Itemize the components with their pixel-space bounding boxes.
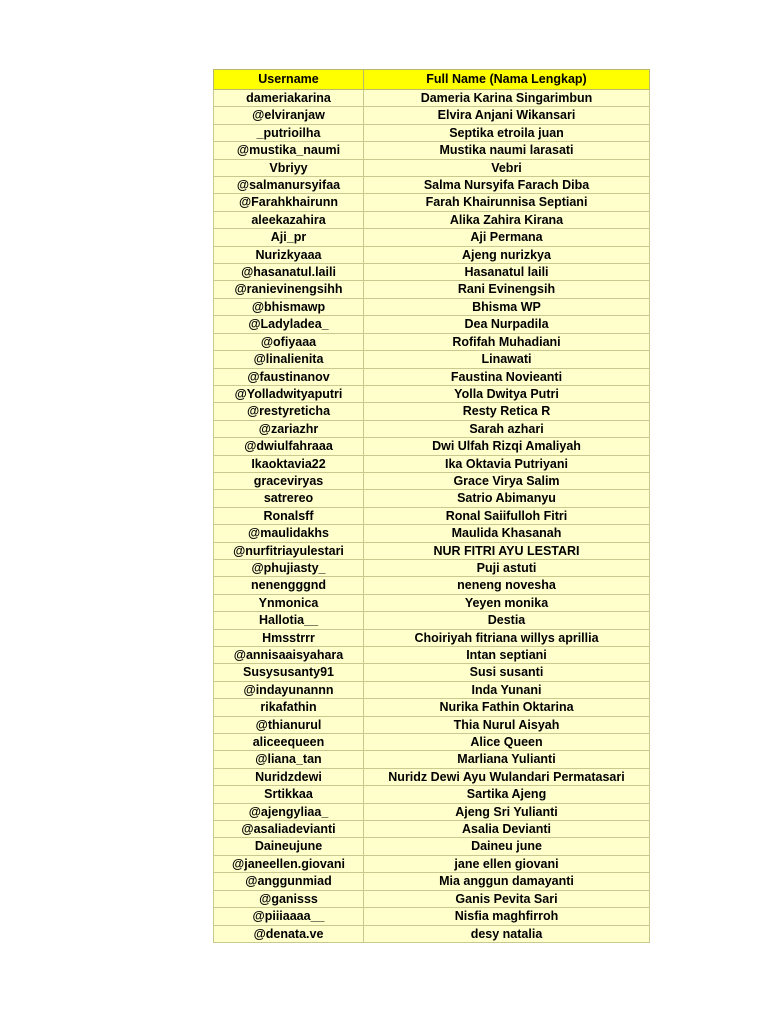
table-row bbox=[214, 316, 650, 333]
username-cell: @faustinanov bbox=[214, 368, 364, 385]
table-row bbox=[214, 229, 650, 246]
table-row bbox=[214, 734, 650, 751]
username-cell: @bhismawp bbox=[214, 298, 364, 315]
username-cell: @nurfitriayulestari bbox=[214, 542, 364, 559]
username-cell: @ganisss bbox=[214, 890, 364, 907]
full-name-cell: Farah Khairunnisa Septiani bbox=[364, 194, 650, 211]
table-row bbox=[214, 647, 650, 664]
full-name-cell: Alika Zahira Kirana bbox=[364, 211, 650, 228]
table-row bbox=[214, 890, 650, 907]
username-cell: Ynmonica bbox=[214, 594, 364, 611]
username-cell: Nuridzdewi bbox=[214, 768, 364, 785]
full-name-cell: Linawati bbox=[364, 351, 650, 368]
username-cell: Daineujune bbox=[214, 838, 364, 855]
username-cell: Vbriyy bbox=[214, 159, 364, 176]
username-cell: @liana_tan bbox=[214, 751, 364, 768]
full-name-cell: Dameria Karina Singarimbun bbox=[364, 90, 650, 107]
table-row bbox=[214, 855, 650, 872]
full-name-cell: jane ellen giovani bbox=[364, 855, 650, 872]
full-name-cell: Alice Queen bbox=[364, 734, 650, 751]
full-name-cell: Dwi Ulfah Rizqi Amaliyah bbox=[364, 438, 650, 455]
username-cell: rikafathin bbox=[214, 699, 364, 716]
username-cell: @indayunannn bbox=[214, 681, 364, 698]
table-row bbox=[214, 612, 650, 629]
full-name-cell: Nisfia maghfirroh bbox=[364, 908, 650, 925]
table-header bbox=[214, 70, 650, 90]
full-name-cell: Ika Oktavia Putriyani bbox=[364, 455, 650, 472]
full-name-cell: Mustika naumi larasati bbox=[364, 142, 650, 159]
full-name-cell: desy natalia bbox=[364, 925, 650, 942]
username-cell: dameriakarina bbox=[214, 90, 364, 107]
full-name-cell: Bhisma WP bbox=[364, 298, 650, 315]
full-name-cell: Yolla Dwitya Putri bbox=[364, 385, 650, 402]
full-name-cell: Susi susanti bbox=[364, 664, 650, 681]
table-row bbox=[214, 194, 650, 211]
full-name-cell: neneng novesha bbox=[364, 577, 650, 594]
username-cell: @maulidakhs bbox=[214, 525, 364, 542]
username-cell: @salmanursyifaa bbox=[214, 177, 364, 194]
table-row bbox=[214, 455, 650, 472]
username-cell: aliceequeen bbox=[214, 734, 364, 751]
table-row bbox=[214, 298, 650, 315]
column-header-full-name: Full Name (Nama Lengkap) bbox=[364, 70, 650, 90]
table-row bbox=[214, 351, 650, 368]
table-row bbox=[214, 873, 650, 890]
table-row bbox=[214, 803, 650, 820]
table-row bbox=[214, 559, 650, 576]
full-name-cell: Thia Nurul Aisyah bbox=[364, 716, 650, 733]
full-name-cell: Rani Evinengsih bbox=[364, 281, 650, 298]
full-name-cell: Choiriyah fitriana willys aprillia bbox=[364, 629, 650, 646]
full-name-cell: Salma Nursyifa Farach Diba bbox=[364, 177, 650, 194]
full-name-cell: Destia bbox=[364, 612, 650, 629]
table-row bbox=[214, 507, 650, 524]
username-cell: aleekazahira bbox=[214, 211, 364, 228]
table-row bbox=[214, 124, 650, 141]
username-cell: @ranievinengsihh bbox=[214, 281, 364, 298]
username-cell: @restyreticha bbox=[214, 403, 364, 420]
full-name-cell: Ajeng nurizkya bbox=[364, 246, 650, 263]
username-cell: @asaliadevianti bbox=[214, 821, 364, 838]
username-cell: @phujiasty_ bbox=[214, 559, 364, 576]
table-row bbox=[214, 751, 650, 768]
full-name-cell: Marliana Yulianti bbox=[364, 751, 650, 768]
full-name-cell: Daineu june bbox=[364, 838, 650, 855]
table-row bbox=[214, 716, 650, 733]
username-cell: @linalienita bbox=[214, 351, 364, 368]
username-cell: @ofiyaaa bbox=[214, 333, 364, 350]
full-name-cell: Nuridz Dewi Ayu Wulandari Permatasari bbox=[364, 768, 650, 785]
username-cell: Hallotia__ bbox=[214, 612, 364, 629]
username-cell: Susysusanty91 bbox=[214, 664, 364, 681]
full-name-cell: Ajeng Sri Yulianti bbox=[364, 803, 650, 820]
full-name-cell: Ganis Pevita Sari bbox=[364, 890, 650, 907]
username-cell: @anggunmiad bbox=[214, 873, 364, 890]
table-row bbox=[214, 159, 650, 176]
table-row bbox=[214, 768, 650, 785]
full-name-cell: Sartika Ajeng bbox=[364, 786, 650, 803]
username-cell: @thianurul bbox=[214, 716, 364, 733]
table-row bbox=[214, 577, 650, 594]
username-cell: nenengggnd bbox=[214, 577, 364, 594]
table-row bbox=[214, 490, 650, 507]
full-name-cell: Rofifah Muhadiani bbox=[364, 333, 650, 350]
full-name-cell: NUR FITRI AYU LESTARI bbox=[364, 542, 650, 559]
username-cell: Aji_pr bbox=[214, 229, 364, 246]
table-row bbox=[214, 699, 650, 716]
username-cell: @annisaaisyahara bbox=[214, 647, 364, 664]
username-cell: @Yolladwityaputri bbox=[214, 385, 364, 402]
full-name-cell: Hasanatul laili bbox=[364, 264, 650, 281]
full-name-cell: Septika etroila juan bbox=[364, 124, 650, 141]
table-row bbox=[214, 908, 650, 925]
full-name-cell: Nurika Fathin Oktarina bbox=[364, 699, 650, 716]
username-cell: @piiiaaaa__ bbox=[214, 908, 364, 925]
header-row bbox=[214, 70, 650, 90]
full-name-cell: Faustina Novieanti bbox=[364, 368, 650, 385]
full-name-cell: Sarah azhari bbox=[364, 420, 650, 437]
table-row bbox=[214, 281, 650, 298]
full-name-cell: Puji astuti bbox=[364, 559, 650, 576]
table-row bbox=[214, 786, 650, 803]
username-cell: Ronalsff bbox=[214, 507, 364, 524]
username-cell: @Ladyladea_ bbox=[214, 316, 364, 333]
table-row bbox=[214, 821, 650, 838]
username-cell: @elviranjaw bbox=[214, 107, 364, 124]
table-row bbox=[214, 629, 650, 646]
table-row bbox=[214, 438, 650, 455]
table-row bbox=[214, 211, 650, 228]
username-cell: @ajengyliaa_ bbox=[214, 803, 364, 820]
full-name-cell: Intan septiani bbox=[364, 647, 650, 664]
full-name-cell: Inda Yunani bbox=[364, 681, 650, 698]
full-name-cell: Grace Virya Salim bbox=[364, 472, 650, 489]
table-row bbox=[214, 333, 650, 350]
full-name-cell: Asalia Devianti bbox=[364, 821, 650, 838]
table-row bbox=[214, 542, 650, 559]
username-cell: @denata.ve bbox=[214, 925, 364, 942]
username-cell: satrereo bbox=[214, 490, 364, 507]
full-name-cell: Ronal Saiifulloh Fitri bbox=[364, 507, 650, 524]
full-name-cell: Vebri bbox=[364, 159, 650, 176]
table-row bbox=[214, 246, 650, 263]
table-row bbox=[214, 664, 650, 681]
table-row bbox=[214, 403, 650, 420]
table-row bbox=[214, 90, 650, 107]
table-row bbox=[214, 594, 650, 611]
table-row bbox=[214, 368, 650, 385]
username-cell: @mustika_naumi bbox=[214, 142, 364, 159]
full-name-cell: Yeyen monika bbox=[364, 594, 650, 611]
table-body bbox=[214, 90, 650, 943]
username-cell: _putrioilha bbox=[214, 124, 364, 141]
table-row bbox=[214, 472, 650, 489]
full-name-cell: Aji Permana bbox=[364, 229, 650, 246]
username-cell: @zariazhr bbox=[214, 420, 364, 437]
username-cell: @Farahkhairunn bbox=[214, 194, 364, 211]
table-row bbox=[214, 525, 650, 542]
username-cell: Ikaoktavia22 bbox=[214, 455, 364, 472]
username-cell: @hasanatul.laili bbox=[214, 264, 364, 281]
table-row bbox=[214, 420, 650, 437]
table-row bbox=[214, 142, 650, 159]
column-header-username: Username bbox=[214, 70, 364, 90]
table-row bbox=[214, 385, 650, 402]
table-row bbox=[214, 177, 650, 194]
table-row bbox=[214, 107, 650, 124]
table-row bbox=[214, 264, 650, 281]
table-row bbox=[214, 838, 650, 855]
username-table bbox=[213, 69, 650, 943]
full-name-cell: Mia anggun damayanti bbox=[364, 873, 650, 890]
full-name-cell: Elvira Anjani Wikansari bbox=[364, 107, 650, 124]
username-cell: Nurizkyaaa bbox=[214, 246, 364, 263]
full-name-cell: Satrio Abimanyu bbox=[364, 490, 650, 507]
full-name-cell: Resty Retica R bbox=[364, 403, 650, 420]
table-row bbox=[214, 681, 650, 698]
username-cell: @dwiulfahraaa bbox=[214, 438, 364, 455]
spreadsheet-region bbox=[213, 69, 649, 943]
full-name-cell: Maulida Khasanah bbox=[364, 525, 650, 542]
username-cell: @janeellen.giovani bbox=[214, 855, 364, 872]
table-row bbox=[214, 925, 650, 942]
username-cell: graceviryas bbox=[214, 472, 364, 489]
username-cell: Srtikkaa bbox=[214, 786, 364, 803]
username-cell: Hmsstrrr bbox=[214, 629, 364, 646]
full-name-cell: Dea Nurpadila bbox=[364, 316, 650, 333]
